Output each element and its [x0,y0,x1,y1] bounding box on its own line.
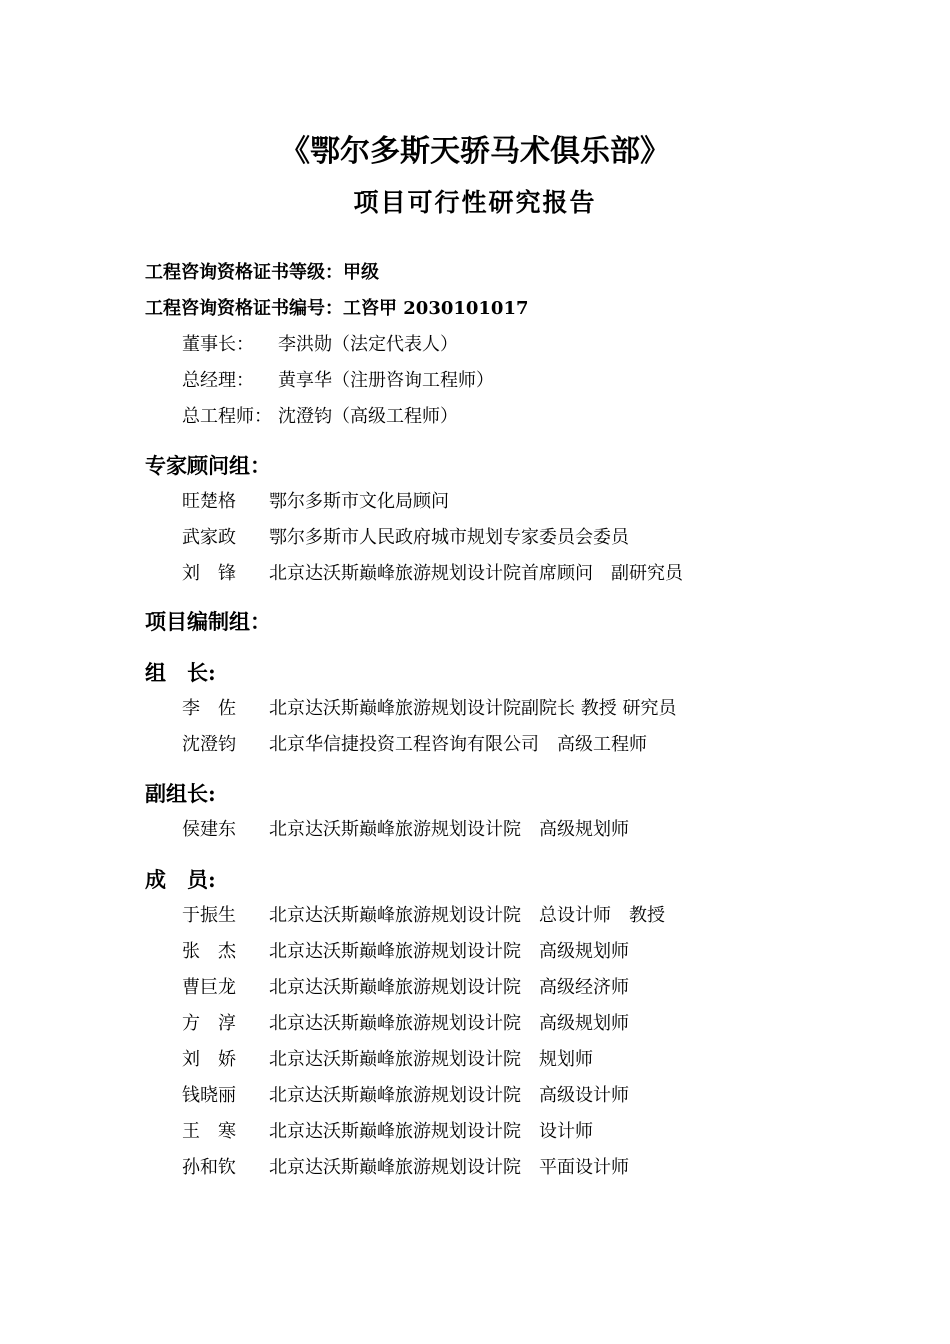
member-name: 侯建东 [182,819,236,840]
member-affiliation: 北京达沃斯巅峰旅游规划设计院 高级设计师 [269,1085,629,1106]
member-name: 钱晓丽 [182,1085,236,1106]
report-subtitle: 项目可行性研究报告 [353,188,597,217]
member-affiliation: 北京达沃斯巅峰旅游规划设计院 总设计师 教授 [269,905,665,926]
member-name: 旺楚格 [182,491,236,512]
member-affiliation: 鄂尔多斯市文化局顾问 [269,491,449,512]
member-affiliation: 北京达沃斯巅峰旅游规划设计院 规划师 [269,1049,593,1070]
member-affiliation: 北京达沃斯巅峰旅游规划设计院 平面设计师 [269,1157,629,1178]
qualification-grade: 工程咨询资格证书等级：甲级 [145,262,379,283]
member-name: 王 寒 [182,1121,236,1142]
report-title: 《鄂尔多斯天骄马术俱乐部》 [280,134,670,169]
member-affiliation: 北京达沃斯巅峰旅游规划设计院 高级规划师 [269,941,629,962]
member-name: 孙和钦 [182,1157,236,1178]
member-affiliation: 北京达沃斯巅峰旅游规划设计院 高级规划师 [269,819,629,840]
leaders-heading: 组 长: [145,660,216,685]
officer-value: 沈澄钧（高级工程师） [278,406,458,427]
member-name: 方 淳 [182,1013,236,1034]
member-affiliation: 北京达沃斯巅峰旅游规划设计院 高级经济师 [269,977,629,998]
member-name: 张 杰 [182,941,236,962]
officer-label: 总工程师： [182,406,272,427]
deputy-heading: 副组长: [145,781,216,806]
member-affiliation: 北京达沃斯巅峰旅游规划设计院 设计师 [269,1121,593,1142]
member-name: 于振生 [182,905,236,926]
member-name: 沈澄钧 [182,734,236,755]
expert-group-heading: 专家顾问组： [145,453,271,478]
member-name: 刘 娇 [182,1049,236,1070]
member-affiliation: 鄂尔多斯市人民政府城市规划专家委员会委员 [269,527,629,548]
staff-heading: 成 员: [145,867,216,892]
officer-label: 董事长： [182,334,254,355]
member-name: 武家政 [182,527,236,548]
member-name: 曹巨龙 [182,977,236,998]
member-affiliation: 北京达沃斯巅峰旅游规划设计院副院长 教授 研究员 [269,698,677,719]
member-affiliation: 北京达沃斯巅峰旅游规划设计院 高级规划师 [269,1013,629,1034]
member-name: 刘 锋 [182,563,236,584]
qualification-number: 工程咨询资格证书编号：工咨甲 2030101017 [145,298,529,319]
officer-value: 李洪勋（法定代表人） [278,334,458,355]
officer-label: 总经理： [182,370,254,391]
member-affiliation: 北京华信捷投资工程咨询有限公司 高级工程师 [269,734,647,755]
project-group-heading: 项目编制组： [145,609,271,634]
member-affiliation: 北京达沃斯巅峰旅游规划设计院首席顾问 副研究员 [269,563,683,584]
officer-value: 黄享华（注册咨询工程师） [278,370,494,391]
member-name: 李 佐 [182,698,236,719]
